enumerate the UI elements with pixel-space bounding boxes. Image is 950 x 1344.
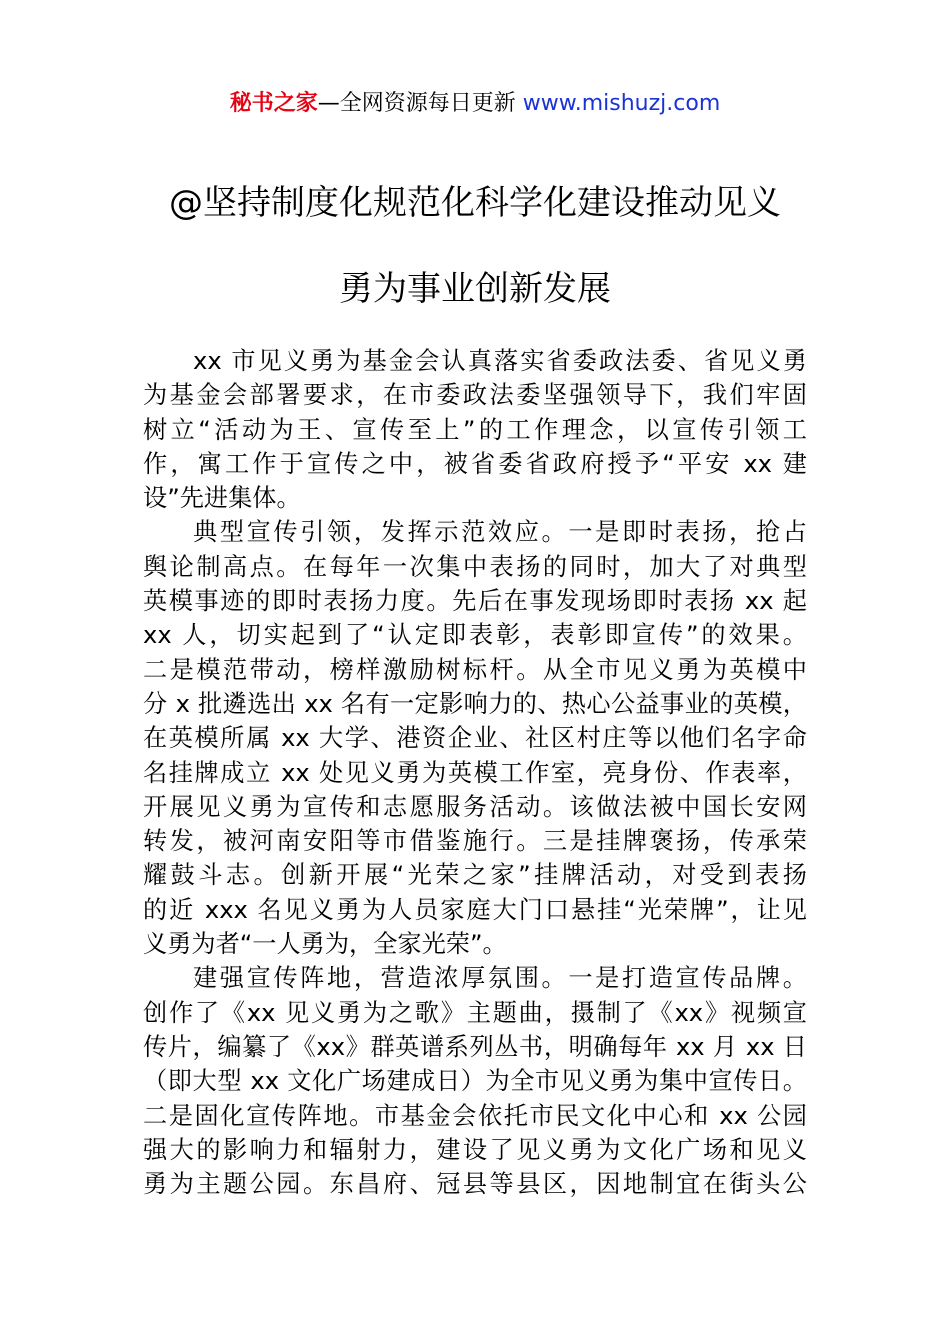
paragraph-typical-publicity [143,515,807,961]
site-tagline: —全网资源每日更新 [317,91,523,116]
text-line: 在英模所属 xx 大学、港资企业、社区村庄等以他们名字命 [143,724,807,753]
text-line: 作，寓工作于宣传之中，被省委省政府授予“平安 xx 建 [143,449,807,478]
text-line: （即大型 xx 文化广场建成日）为全市见义勇为集中宣传日。 [143,1067,807,1096]
text-line: 英模事迹的即时表扬力度。先后在事发现场即时表扬 xx 起 [143,587,807,616]
text-line: 开展见义勇为宣传和志愿服务活动。该做法被中国长安网 [143,792,807,821]
text-line: 二是固化宣传阵地。市基金会依托市民文化中心和 xx 公园 [143,1101,807,1130]
site-brand: 秘书之家 [229,91,318,116]
text-line: 强大的影响力和辐射力，建设了见义勇为文化广场和见义 [143,1135,807,1164]
text-line: 传片，编纂了《xx》群英谱系列丛书，明确每年 xx 月 xx 日 [143,1032,807,1061]
text-line: xx 市见义勇为基金会认真落实省委政法委、省见义勇 [193,347,807,375]
site-header [0,88,950,120]
title-line: 勇为事业创新发展 [339,269,611,309]
text-line: 名挂牌成立 xx 处见义勇为英模工作室，亮身份、作表率， [143,758,807,787]
title-line: @坚持制度化规范化科学化建设推动见义 [169,183,781,223]
text-line: 义勇为者“一人勇为，全家光荣”。 [143,930,507,959]
text-line: 创作了《xx 见义勇为之歌》主题曲，摄制了《xx》视频宣 [143,998,807,1027]
text-line: 勇为主题公园。东昌府、冠县等县区，因地制宜在街头公 [143,1170,807,1199]
text-line: 的近 xxx 名见义勇为人员家庭大门口悬挂“光荣牌”，让见 [143,895,807,924]
text-line: 分 x 批遴选出 xx 名有一定影响力的、热心公益事业的英模， [143,689,807,718]
text-line: 舆论制高点。在每年一次集中表扬的同时，加大了对典型 [143,552,807,581]
text-line: 二是模范带动，榜样激励树标杆。从全市见义勇为英模中 [143,655,807,684]
text-line: 设”先进集体。 [143,484,301,513]
text-line: 耀鼓斗志。创新开展“光荣之家”挂牌活动，对受到表扬 [143,861,807,890]
paragraph-publicity-positions [143,961,807,1201]
text-line: xx 人，切实起到了“认定即表彰，表彰即宣传”的效果。 [143,621,807,650]
text-line: 建强宣传阵地，营造浓厚氛围。一是打造宣传品牌。 [193,964,807,993]
text-line: 为基金会部署要求，在市委政法委坚强领导下，我们牢固 [143,381,807,410]
document-body [143,344,807,1201]
site-url-link[interactable]: www.mishuzj.com [522,91,721,116]
text-line: 树立“活动为王、宣传至上”的工作理念，以宣传引领工 [143,415,807,444]
paragraph-intro [143,344,807,515]
text-line: 典型宣传引领，发挥示范效应。一是即时表扬，抢占 [193,518,807,547]
text-line: 转发，被河南安阳等市借鉴施行。三是挂牌褒扬，传承荣 [143,827,807,856]
document-title [130,160,820,332]
